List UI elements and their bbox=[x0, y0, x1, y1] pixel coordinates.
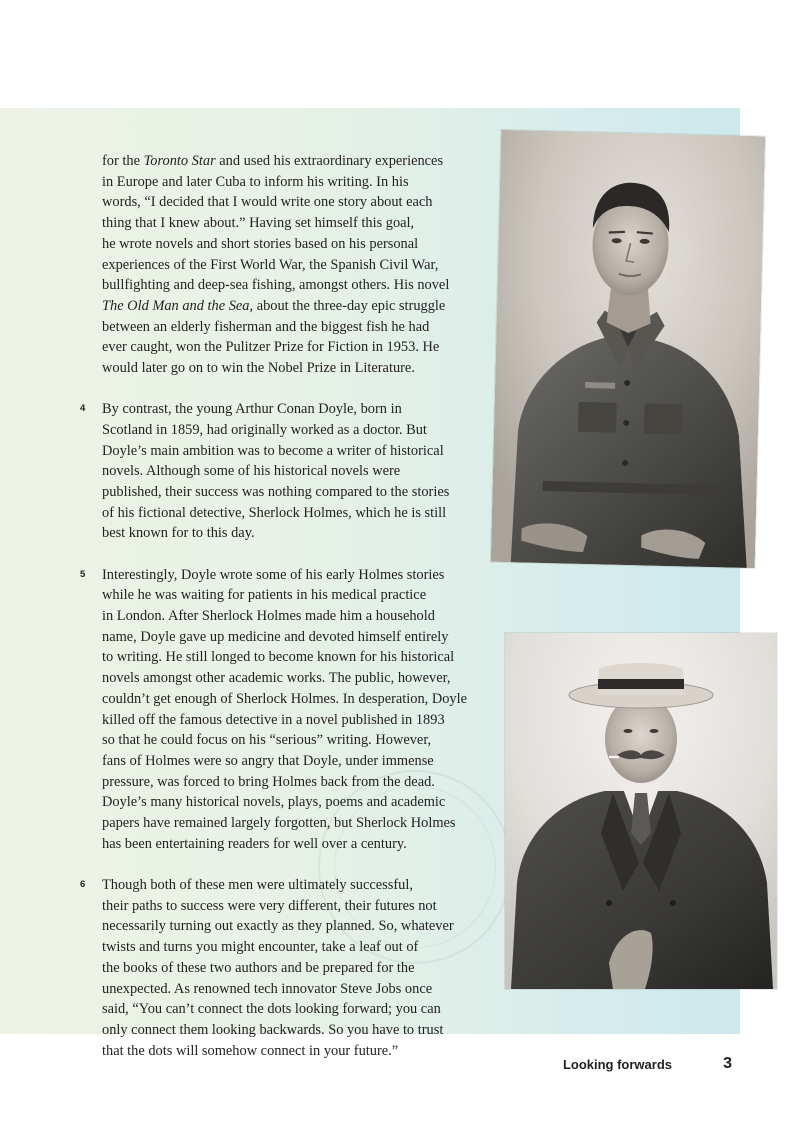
footer-section-title: Looking forwards bbox=[562, 1057, 672, 1072]
paragraph-text: about the three-day epic struggle between an elderly fisherman and the biggest fish he had ever caught, won the Pulitzer Prize for Fiction in 1953. He would later go on to win the Nobel Prize in Literature. bbox=[102, 297, 446, 377]
paragraph-number: 5 bbox=[80, 568, 86, 580]
paragraph-text: By contrast, the young Arthur Conan Doyle, born in Scotland in 1859, had originally worked as a doctor. But Doyle’s main ambition was to become a writer of historical novels. Although some of his historical novels were published, their success was nothing compared to the stories of his fictional detective, Sherlock Holmes, which he is still best known for to this day. bbox=[102, 401, 450, 542]
paragraph-5 bbox=[80, 565, 474, 855]
paragraph-6 bbox=[80, 875, 474, 1061]
boater-hat-portrait-image bbox=[505, 633, 777, 989]
paragraph-continued bbox=[102, 151, 474, 379]
article-body bbox=[80, 151, 474, 1061]
paragraph-number: 6 bbox=[80, 879, 86, 890]
portrait-photo-boater-hat bbox=[505, 633, 777, 989]
paragraph-number: 4 bbox=[80, 403, 86, 415]
newspaper-title: Toronto Star bbox=[143, 153, 216, 169]
paragraph-text: Interestingly, Doyle wrote some of his early Holmes stories while he was waiting for patients in his medical practice in London. After Sherlock Holmes made him a household name, Doyle gave up medicine and devoted himself entirely to writing. He still longed to become known for his historical novels amongst other academic works. The public, however, couldn’t get enough of Sherlock Holmes. In desperation, Doyle killed off the famous detective in a novel published in 1893 so that he could focus on his “serious” writing. However, fans of Holmes were so angry that Doyle, under immense pressure, was forced to bring Holmes back from the dead. Doyle’s many historical novels, plays, poems and academic papers have remained largely forgotten, but Sherlock Holmes has been entertaining readers for well over a century. bbox=[102, 566, 468, 852]
paragraph-text: Though both of these men were ultimately successful, their paths to success were very different, their futures not necessarily turning out exactly as they planned. So, whatever twists and turns you might encounter, take a leaf out of the books of these two authors and be prepared for the unexpected. As renowned tech innovator Steve Jobs once said, “You can’t connect the dots looking forward; you can only connect them looking backwards. So you have to trust that the dots will somehow connect in your future.” bbox=[102, 877, 454, 1059]
paragraph-text: for the bbox=[102, 153, 144, 169]
portrait-photo-soldier bbox=[491, 130, 765, 568]
soldier-portrait-image bbox=[491, 130, 765, 568]
paragraph-text: and used his extraordinary experiences in Europe and later Cuba to inform his writing. In his words, “I decided that I would write one story about each thing that I knew about.” Having set himself this goal, he wrote novels and short stories based on his personal experiences of the First World War, the Spanish Civil War, bullfighting and deep-sea fishing, amongst others. His novel bbox=[102, 153, 450, 294]
page-number: 3 bbox=[723, 1055, 732, 1072]
novel-title: The Old Man and the Sea, bbox=[102, 297, 254, 314]
paragraph-4 bbox=[80, 399, 474, 544]
